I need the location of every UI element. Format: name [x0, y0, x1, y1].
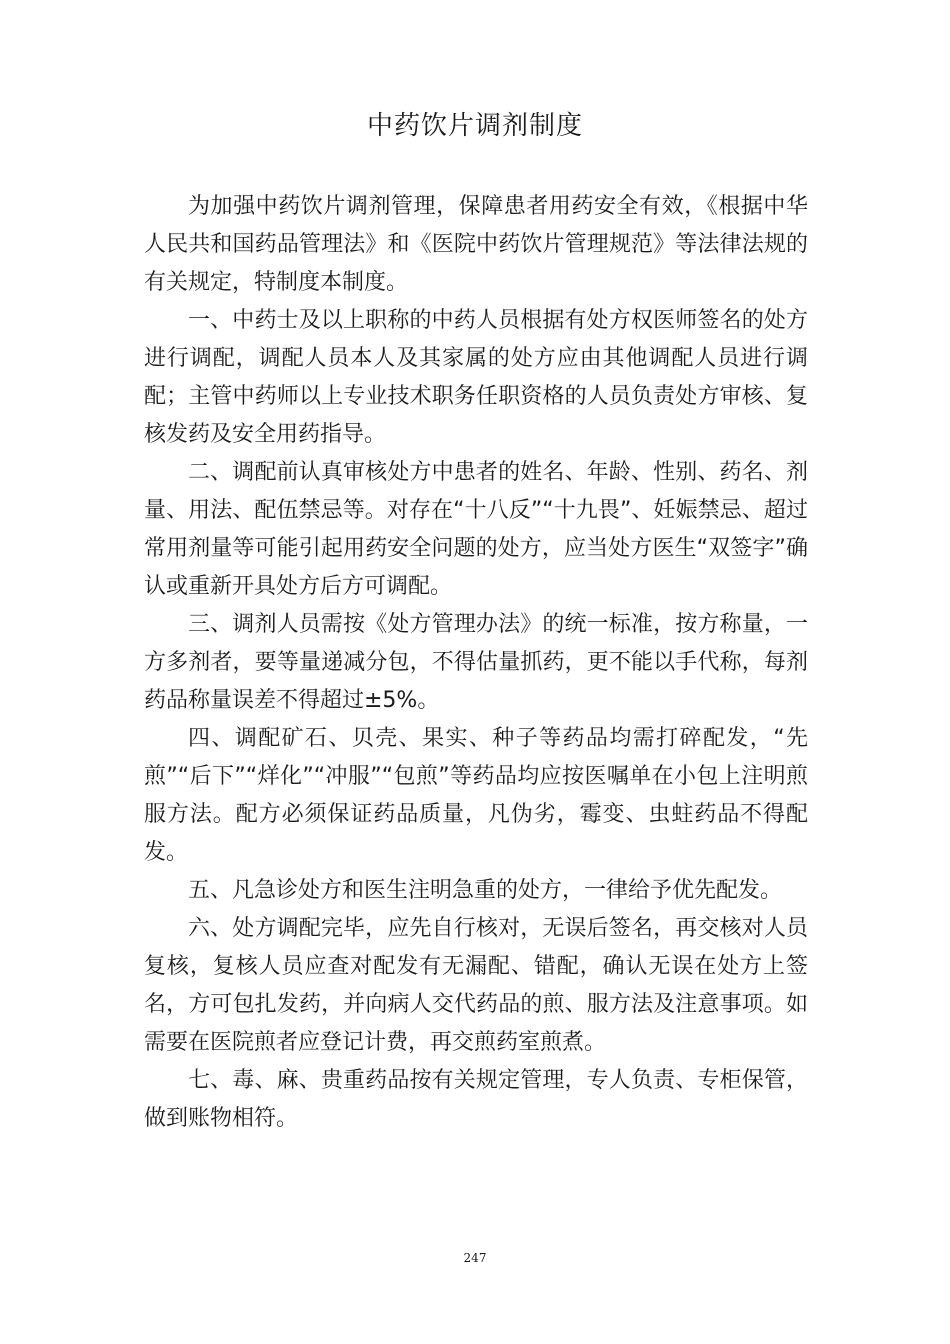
paragraph-rule-3: 三、调剂人员需按《处方管理办法》的统一标准，按方称量，一方多剂者，要等量递减分包，不得估量抓药，更不能以手代称，每剂药品称量误差不得超过±5%。 — [144, 612, 808, 713]
paragraph-intro: 为加强中药饮片调剂管理，保障患者用药安全有效，《根据中华人民共和国药品管理法》和《医院中药饮片管理规范》等法律法规的有关规定，特制度本制度。 — [144, 194, 808, 295]
paragraph-rule-5: 五、凡急诊处方和医生注明急重的处方，一律给予优先配发。 — [188, 878, 783, 903]
paragraph-rule-1: 一、中药士及以上职称的中药人员根据有处方权医师签名的处方进行调配，调配人员本人及其家属的处方应由其他调配人员进行调配；主管中药师以上专业技术职务任职资格的人员负责处方审核、复核发药及安全用药指导。 — [144, 308, 808, 447]
paragraph-rule-6: 六、处方调配完毕，应先自行核对，无误后签名，再交核对人员复核，复核人员应查对配发有无漏配、错配，确认无误在处方上签名，方可包扎发药，并向病人交代药品的煎、服方法及注意事项。如需要在医院煎者应登记计费，再交煎药室煎煮。 — [144, 916, 808, 1055]
paragraph-rule-4: 四、调配矿石、贝壳、果实、种子等药品均需打碎配发，“先煎”“后下”“烊化”“冲服”“包煎”等药品均应按医嘱单在小包上注明煎服方法。配方必须保证药品质量，凡伪劣，霉变、虫蛀药品不得配发。 — [144, 726, 808, 865]
document-body — [144, 188, 808, 1138]
page-number: 247 — [463, 1251, 487, 1265]
document-title: 中药饮片调剂制度 — [366, 111, 583, 141]
paragraph-rule-7: 七、毒、麻、贵重药品按有关规定管理，专人负责、专柜保管，做到账物相符。 — [144, 1068, 808, 1131]
paragraph-rule-2: 二、调配前认真审核处方中患者的姓名、年龄、性别、药名、剂量、用法、配伍禁忌等。对存在“十八反”“十九畏”、妊娠禁忌、超过常用剂量等可能引起用药安全问题的处方，应当处方医生“双签字”确认或重新开具处方后方可调配。 — [144, 460, 808, 599]
